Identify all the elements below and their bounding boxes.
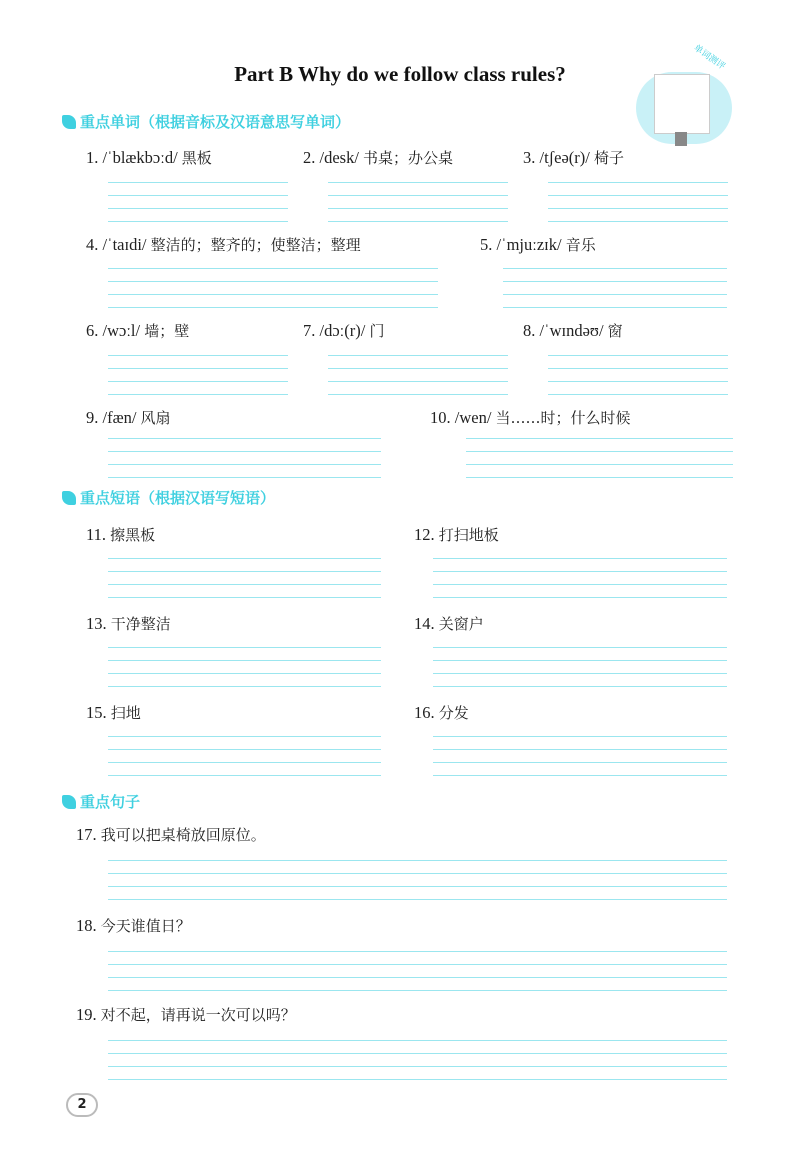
writing-line	[108, 438, 381, 439]
writing-line	[433, 558, 727, 559]
writing-line	[108, 221, 288, 222]
answer-lines[interactable]	[108, 736, 381, 776]
writing-line	[108, 977, 727, 978]
answer-lines[interactable]	[548, 182, 728, 222]
item-number: 5.	[480, 235, 493, 254]
phonetic: /ˈtaɪdi/	[102, 235, 147, 254]
phrase-item	[414, 524, 499, 545]
phonetic: /fæn/	[102, 408, 137, 427]
writing-line	[108, 647, 381, 648]
item-number: 19.	[76, 1005, 97, 1024]
item-number: 15.	[86, 703, 107, 722]
chinese-meaning: 墙；壁	[144, 322, 190, 340]
phonetic: /dɔː(r)/	[319, 321, 366, 340]
chinese-meaning: 干净整洁	[110, 615, 171, 633]
books-icon	[62, 795, 76, 809]
phrase-item	[86, 524, 155, 545]
chinese-meaning: 书桌；办公桌	[363, 149, 454, 167]
word-item	[86, 147, 212, 168]
writing-line	[328, 208, 508, 209]
pencil-icon	[62, 115, 76, 129]
answer-lines[interactable]	[328, 355, 508, 395]
item-number: 17.	[76, 825, 97, 844]
answer-lines[interactable]	[466, 438, 733, 478]
writing-line	[108, 394, 288, 395]
section-words-heading	[62, 111, 350, 132]
writing-line	[108, 281, 438, 282]
item-number: 4.	[86, 235, 99, 254]
writing-line	[108, 294, 438, 295]
writing-line	[466, 464, 733, 465]
writing-line	[466, 477, 733, 478]
item-number: 8.	[523, 321, 536, 340]
writing-line	[503, 307, 727, 308]
item-number: 13.	[86, 614, 107, 633]
sentence-item	[76, 1004, 296, 1025]
word-item	[430, 407, 631, 428]
page-title: Part B Why do we follow class rules?	[234, 62, 566, 86]
answer-lines[interactable]	[108, 182, 288, 222]
writing-line	[328, 221, 508, 222]
chinese-meaning: 擦黑板	[110, 526, 156, 544]
writing-line	[108, 899, 727, 900]
answer-lines[interactable]	[108, 951, 727, 991]
writing-line	[108, 182, 288, 183]
chinese-meaning: 分发	[438, 704, 469, 722]
page-number: 2	[66, 1093, 98, 1117]
writing-line	[466, 438, 733, 439]
writing-line	[108, 1053, 727, 1054]
word-item	[523, 320, 623, 341]
writing-line	[108, 964, 727, 965]
chinese-meaning: 椅子	[594, 149, 625, 167]
writing-line	[108, 558, 381, 559]
phrase-item	[86, 613, 171, 634]
writing-line	[433, 736, 727, 737]
writing-line	[548, 208, 728, 209]
item-number: 7.	[303, 321, 316, 340]
writing-line	[548, 381, 728, 382]
phonetic: /ˈblækbɔːd/	[102, 148, 178, 167]
writing-line	[433, 571, 727, 572]
phrase-item	[414, 702, 469, 723]
phonetic: /ˈwɪndəʊ/	[539, 321, 604, 340]
writing-line	[108, 1079, 727, 1080]
writing-line	[433, 584, 727, 585]
word-item	[523, 147, 624, 168]
writing-line	[108, 1066, 727, 1067]
writing-line	[503, 281, 727, 282]
writing-line	[108, 673, 381, 674]
writing-line	[108, 464, 381, 465]
writing-line	[108, 686, 381, 687]
chinese-meaning: 音乐	[565, 236, 596, 254]
item-number: 10.	[430, 408, 451, 427]
writing-line	[433, 686, 727, 687]
section-title: 重点句子	[80, 793, 141, 811]
phonetic: /ˈmjuːzɪk/	[496, 235, 562, 254]
answer-lines[interactable]	[503, 268, 727, 308]
writing-line	[328, 355, 508, 356]
word-item	[303, 320, 384, 341]
chinese-meaning: 黑板	[181, 149, 212, 167]
word-item	[86, 320, 189, 341]
writing-line	[108, 873, 727, 874]
qr-code[interactable]	[654, 74, 710, 134]
answer-lines[interactable]	[328, 182, 508, 222]
item-number: 18.	[76, 916, 97, 935]
writing-line	[433, 775, 727, 776]
writing-line	[108, 775, 381, 776]
item-number: 11.	[86, 525, 107, 544]
writing-line	[466, 451, 733, 452]
word-item	[86, 234, 361, 255]
writing-line	[108, 1040, 727, 1041]
phrase-item	[86, 702, 141, 723]
item-number: 12.	[414, 525, 435, 544]
answer-lines[interactable]	[433, 647, 727, 687]
writing-line	[108, 886, 727, 887]
writing-line	[328, 394, 508, 395]
item-number: 9.	[86, 408, 99, 427]
phonetic: /tʃeə(r)/	[539, 148, 590, 167]
section-title: 重点单词（根据音标及汉语意思写单词）	[80, 113, 351, 131]
item-number: 1.	[86, 148, 99, 167]
eraser-icon	[62, 491, 76, 505]
answer-lines[interactable]	[108, 1040, 727, 1080]
answer-lines[interactable]	[433, 558, 727, 598]
answer-lines[interactable]	[108, 860, 727, 900]
section-title: 重点短语（根据汉语写短语）	[80, 489, 276, 507]
chinese-meaning: 窗	[607, 322, 623, 340]
writing-line	[433, 647, 727, 648]
item-number: 3.	[523, 148, 536, 167]
writing-line	[108, 451, 381, 452]
writing-line	[108, 860, 727, 861]
sentence-item	[76, 824, 266, 845]
qr-label: 单词测评	[691, 43, 727, 73]
word-item	[303, 147, 453, 168]
writing-line	[328, 368, 508, 369]
writing-line	[108, 736, 381, 737]
writing-line	[108, 381, 288, 382]
writing-line	[503, 268, 727, 269]
writing-line	[548, 221, 728, 222]
item-number: 2.	[303, 148, 316, 167]
chinese-meaning: 扫地	[110, 704, 141, 722]
writing-line	[108, 990, 727, 991]
chinese-meaning: 打扫地板	[438, 526, 499, 544]
writing-line	[503, 294, 727, 295]
writing-line	[108, 268, 438, 269]
item-number: 14.	[414, 614, 435, 633]
phonetic: /desk/	[319, 148, 359, 167]
writing-line	[548, 368, 728, 369]
writing-line	[548, 355, 728, 356]
writing-line	[108, 749, 381, 750]
answer-lines[interactable]	[108, 438, 381, 478]
writing-line	[328, 381, 508, 382]
writing-line	[328, 195, 508, 196]
writing-line	[108, 951, 727, 952]
answer-lines[interactable]	[108, 355, 288, 395]
writing-line	[108, 762, 381, 763]
writing-line	[328, 182, 508, 183]
writing-line	[108, 195, 288, 196]
chinese-meaning: 我可以把桌椅放回原位。	[100, 826, 266, 844]
writing-line	[433, 597, 727, 598]
writing-line	[433, 749, 727, 750]
writing-line	[108, 571, 381, 572]
phonetic: /wɔːl/	[102, 321, 141, 340]
answer-lines[interactable]	[108, 647, 381, 687]
chinese-meaning: 当……时；什么时候	[495, 409, 631, 427]
answer-lines[interactable]	[548, 355, 728, 395]
writing-line	[548, 182, 728, 183]
word-item	[480, 234, 596, 255]
sentence-item	[76, 915, 191, 936]
qr-stand	[675, 132, 687, 146]
chinese-meaning: 门	[369, 322, 385, 340]
phrase-item	[414, 613, 484, 634]
writing-line	[108, 208, 288, 209]
writing-line	[108, 660, 381, 661]
writing-line	[548, 394, 728, 395]
chinese-meaning: 关窗户	[438, 615, 484, 633]
writing-line	[108, 307, 438, 308]
writing-line	[433, 660, 727, 661]
qr-code-badge[interactable]	[636, 43, 740, 160]
writing-line	[108, 584, 381, 585]
section-phrases-heading	[62, 487, 275, 508]
answer-lines[interactable]	[108, 268, 438, 308]
answer-lines[interactable]	[108, 558, 381, 598]
phonetic: /wen/	[454, 408, 492, 427]
chinese-meaning: 风扇	[140, 409, 171, 427]
chinese-meaning: 对不起，请再说一次可以吗？	[100, 1006, 296, 1024]
writing-line	[108, 368, 288, 369]
writing-line	[433, 762, 727, 763]
writing-line	[108, 477, 381, 478]
writing-line	[548, 195, 728, 196]
chinese-meaning: 整洁的；整齐的；使整洁；整理	[150, 236, 361, 254]
section-sentences-heading	[62, 791, 140, 812]
word-item	[86, 407, 171, 428]
writing-line	[108, 597, 381, 598]
item-number: 6.	[86, 321, 99, 340]
answer-lines[interactable]	[433, 736, 727, 776]
writing-line	[108, 355, 288, 356]
writing-line	[433, 673, 727, 674]
item-number: 16.	[414, 703, 435, 722]
chinese-meaning: 今天谁值日？	[100, 917, 191, 935]
